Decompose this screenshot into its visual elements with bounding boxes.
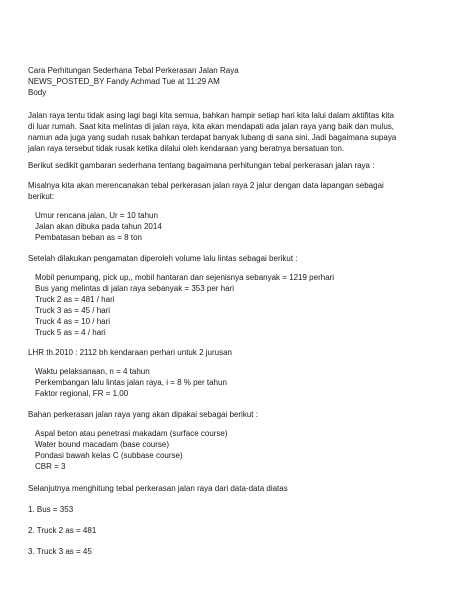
list-item: Bus yang melintas di jalan raya sebanyak = 353 per hari (35, 284, 235, 293)
paragraph-bahan: Bahan perkerasan jalan raya yang akan dipakai sebagai berikut : (28, 410, 258, 419)
paragraph-misalnya: berikut: (28, 192, 55, 201)
list-item: Water bound macadam (base course) (35, 440, 169, 449)
list-item: Pondasi bawah kelas C (subbase course) (35, 451, 183, 460)
list-item: Aspal beton atau penetrasi makadam (surface course) (35, 429, 228, 438)
paragraph-misalnya: Misalnya kita akan merencanakan tebal perkerasan jalan raya 2 jalur dengan data lapangan sebagai (28, 181, 384, 190)
intro-line: Jalan raya tentu tidak asing lagi bagi kita semua, bahkan hampir setiap hari kita lalui dalam aktifitas kita (28, 111, 394, 120)
section-label: Body (28, 88, 47, 97)
list-item: CBR = 3 (35, 462, 66, 471)
intro-line: namun ada juga yang sudah rusak bahkan terdapat banyak lubang di sana sini. Jadi bagaimana supaya (28, 133, 397, 142)
list-item: Truck 5 as = 4 / hari (35, 328, 106, 337)
list-item: Pembatasan beban as = 8 ton (35, 233, 142, 242)
numbered-item: 2. Truck 2 as = 481 (28, 526, 97, 535)
list-item: Truck 3 as = 45 / hari (35, 306, 111, 315)
list-item: Umur rencana jalan, Ur = 10 tahun (35, 211, 158, 220)
list-item: Jalan akan dibuka pada tahun 2014 (35, 222, 162, 231)
list-item: Truck 2 as = 481 / hari (35, 295, 115, 304)
document-title: Cara Perhitungan Sederhana Tebal Perkerasan Jalan Raya (28, 66, 239, 75)
paragraph-lhr: LHR th.2010 : 2112 bh kendaraan perhari untuk 2 jurusan (28, 348, 232, 357)
numbered-item: 3. Truck 3 as = 45 (28, 547, 92, 556)
list-item: Truck 4 as = 10 / hari (35, 317, 111, 326)
list-item: Faktor regional, FR = 1.00 (35, 389, 129, 398)
paragraph-selanjutnya: Selanjutnya menghitung tebal perkerasan jalan raya dari data-data diatas (28, 484, 288, 493)
list-item: Waktu pelaksanaan, n = 4 tahun (35, 367, 150, 376)
intro-line: di luar rumah. Saat kita melintas di jalan raya, kita akan mendapati ada jalan raya yang baik dan mulus, (28, 122, 394, 131)
numbered-item: 1. Bus = 353 (28, 505, 74, 514)
paragraph-gambaran: Berikut sedikit gambaran sederhana tentang bagaimana perhitungan tebal perkerasan jalan raya : (28, 161, 375, 170)
list-item: Mobil penumpang, pick up,, mobil hantaran dan sejenisnya sebanyak = 1219 perhari (35, 273, 335, 282)
list-item: Perkembangan lalu lintas jalan raya, i = 8 % per tahun (35, 378, 227, 387)
post-meta: NEWS_POSTED_BY Fandy Achmad Tue at 11:29 AM (28, 77, 220, 86)
paragraph-pengamatan: Setelah dilakukan pengamatan diperoleh volume lalu lintas sebagai berikut : (28, 254, 298, 263)
intro-line: jalan raya tersebut tidak rusak ketika dilalui oleh kendaraan yang beratnya bersatuan ton. (28, 144, 345, 153)
